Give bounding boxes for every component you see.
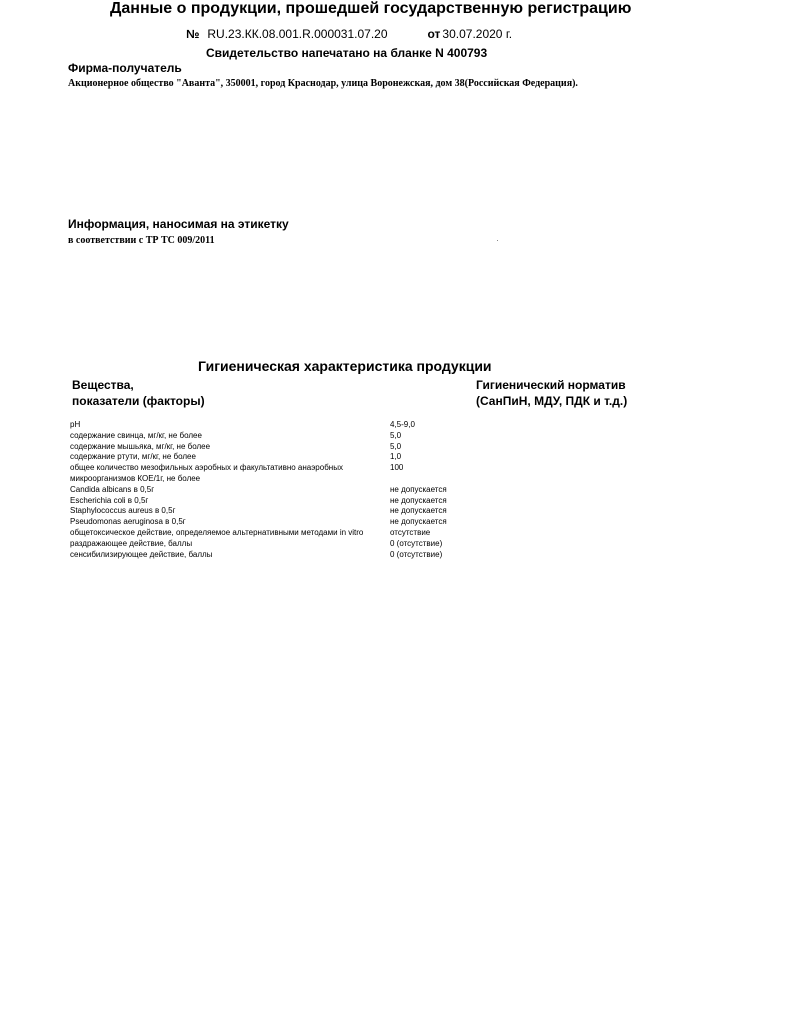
norm-header-line1: Гигиенический норматив bbox=[476, 378, 626, 392]
table-row bbox=[70, 550, 490, 561]
certificate-blank-line: Свидетельство напечатано на бланке N 400793 bbox=[206, 46, 488, 60]
row-substance: общее количество мезофильных аэробных и факультативно анаэробных микроорганизмов КОЕ/1г, не более bbox=[70, 463, 343, 483]
table-row bbox=[70, 528, 490, 539]
row-substance: содержание свинца, мг/кг, не более bbox=[70, 430, 202, 440]
row-substance: содержание ртути, мг/кг, не более bbox=[70, 452, 196, 462]
recipient-heading: Фирма-получатель bbox=[68, 61, 182, 75]
row-norm: не допускается bbox=[390, 495, 447, 505]
table-row bbox=[70, 496, 490, 507]
row-norm: 1,0 bbox=[390, 452, 402, 462]
number-label: № bbox=[186, 27, 200, 41]
row-substance: раздражающее действие, баллы bbox=[70, 538, 193, 548]
table-row bbox=[70, 431, 490, 442]
substances-column-header bbox=[72, 377, 205, 409]
table-row bbox=[70, 452, 490, 463]
table-row bbox=[70, 506, 490, 517]
registration-number: RU.23.КК.08.001.R.000031.07.20 bbox=[207, 27, 388, 41]
hygiene-heading: Гигиеническая характеристика продукции bbox=[198, 358, 492, 374]
row-norm: не допускается bbox=[390, 517, 447, 527]
table-row bbox=[70, 463, 490, 485]
row-substance: pH bbox=[70, 420, 81, 429]
row-norm: 5,0 bbox=[390, 430, 402, 440]
label-info-heading: Информация, наносимая на этикетку bbox=[68, 217, 289, 231]
row-substance: Escherichia coli в 0,5г bbox=[70, 495, 149, 505]
table-row bbox=[70, 442, 490, 453]
date-label: от bbox=[427, 27, 441, 41]
row-substance: Candida albicans в 0,5г bbox=[70, 484, 155, 494]
row-substance: содержание мышьяка, мг/кг, не более bbox=[70, 441, 211, 451]
row-substance: общетоксическое действие, определяемое альтернативными методами in vitro bbox=[70, 527, 364, 537]
row-norm: не допускается bbox=[390, 484, 447, 494]
label-info-text: в соответствии с ТР ТС 009/2011 bbox=[68, 235, 215, 246]
row-norm: 4,5-9,0 bbox=[390, 420, 415, 429]
document-title: Данные о продукции, прошедшей государственную регистрацию bbox=[110, 0, 632, 17]
row-substance: сенсибилизирующее действие, баллы bbox=[70, 549, 213, 559]
row-norm: 100 bbox=[390, 463, 404, 473]
registration-line bbox=[186, 27, 512, 41]
substances-header-line2: показатели (факторы) bbox=[72, 394, 205, 408]
table-row bbox=[70, 485, 490, 496]
scan-speck bbox=[497, 240, 498, 241]
norm-header-line2: (СанПиН, МДУ, ПДК и т.д.) bbox=[476, 394, 628, 408]
substances-header-line1: Вещества, bbox=[72, 378, 134, 392]
row-norm: не допускается bbox=[390, 506, 447, 516]
row-norm: отсутствие bbox=[390, 527, 431, 537]
norm-column-header bbox=[476, 377, 627, 409]
recipient-text: Акционерное общество "Аванта", 350001, город Краснодар, улица Воронежская, дом 38(Российская Федерация). bbox=[68, 78, 578, 89]
row-norm: 5,0 bbox=[390, 441, 402, 451]
table-row bbox=[70, 420, 490, 431]
row-norm: 0 (отсутствие) bbox=[390, 538, 443, 548]
hygiene-table bbox=[70, 420, 490, 560]
row-substance: Pseudomonas aeruginosa в 0,5г bbox=[70, 517, 186, 527]
registration-date: 30.07.2020 г. bbox=[442, 27, 513, 41]
table-row bbox=[70, 539, 490, 550]
row-norm: 0 (отсутствие) bbox=[390, 549, 443, 559]
row-substance: Staphylococcus aureus в 0,5г bbox=[70, 506, 176, 516]
table-row bbox=[70, 517, 490, 528]
